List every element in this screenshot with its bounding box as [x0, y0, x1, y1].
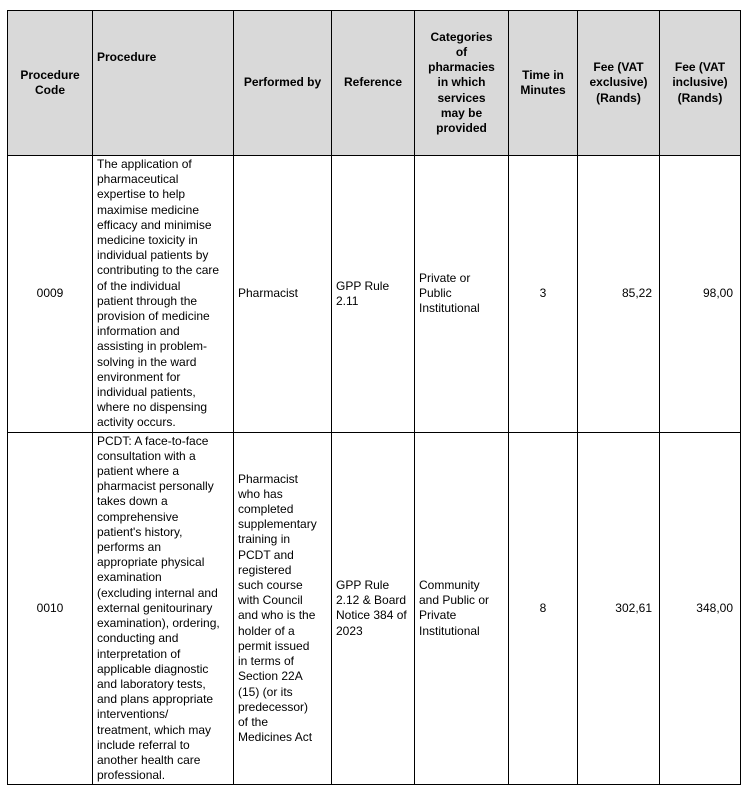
- performed-by-cell: Pharmacist who has completed supplementary training in PCDT and registered such course with Council and who is the holder of a permit issued in terms of Section 22A (15) (or its predecessor) of the Medicines Act: [234, 432, 332, 785]
- procedure-code-cell: 0010: [8, 432, 93, 785]
- procedure-code-cell: 0009: [8, 156, 93, 433]
- reference-cell: GPP Rule 2.12 & Board Notice 384 of 2023: [332, 432, 415, 785]
- header-procedure: Procedure: [93, 11, 234, 156]
- categories-cell: Community and Public or Private Institutional: [415, 432, 509, 785]
- fee-schedule-table: [7, 10, 741, 785]
- procedure-cell: PCDT: A face-to-face consultation with a patient where a pharmacist personally takes down a comprehensive patient's history, performs an appropriate physical examination (excluding internal and external genitourinary examination), ordering, conducting and interpretation of applicable diagnostic and laboratory tests, and plans appropriate interventions/ treatment, which may include referral to another health care professional.: [93, 432, 234, 785]
- performed-by-cell: Pharmacist: [234, 156, 332, 433]
- categories-cell: Private or Public Institutional: [415, 156, 509, 433]
- fee-excl-cell: 302,61: [578, 432, 660, 785]
- header-performed-by: Performed by: [234, 11, 332, 156]
- time-cell: 8: [509, 432, 578, 785]
- fee-incl-cell: 348,00: [660, 432, 741, 785]
- procedure-cell: The application of pharmaceutical expertise to help maximise medicine efficacy and minimise medicine toxicity in individual patients by contributing to the care of the individual patient through the provision of medicine information and assisting in problem- solving in the ward environment for individual patients, where no dispensing activity occurs.: [93, 156, 234, 433]
- header-row: [8, 11, 741, 156]
- header-reference: Reference: [332, 11, 415, 156]
- time-cell: 3: [509, 156, 578, 433]
- header-categories: Categories of pharmacies in which services may be provided: [415, 11, 509, 156]
- header-time: Time in Minutes: [509, 11, 578, 156]
- fee-incl-cell: 98,00: [660, 156, 741, 433]
- header-fee-incl: Fee (VAT inclusive) (Rands): [660, 11, 741, 156]
- fee-excl-cell: 85,22: [578, 156, 660, 433]
- table-row: [8, 156, 741, 433]
- header-procedure-code: Procedure Code: [8, 11, 93, 156]
- reference-cell: GPP Rule 2.11: [332, 156, 415, 433]
- table-row: [8, 432, 741, 785]
- header-fee-excl: Fee (VAT exclusive) (Rands): [578, 11, 660, 156]
